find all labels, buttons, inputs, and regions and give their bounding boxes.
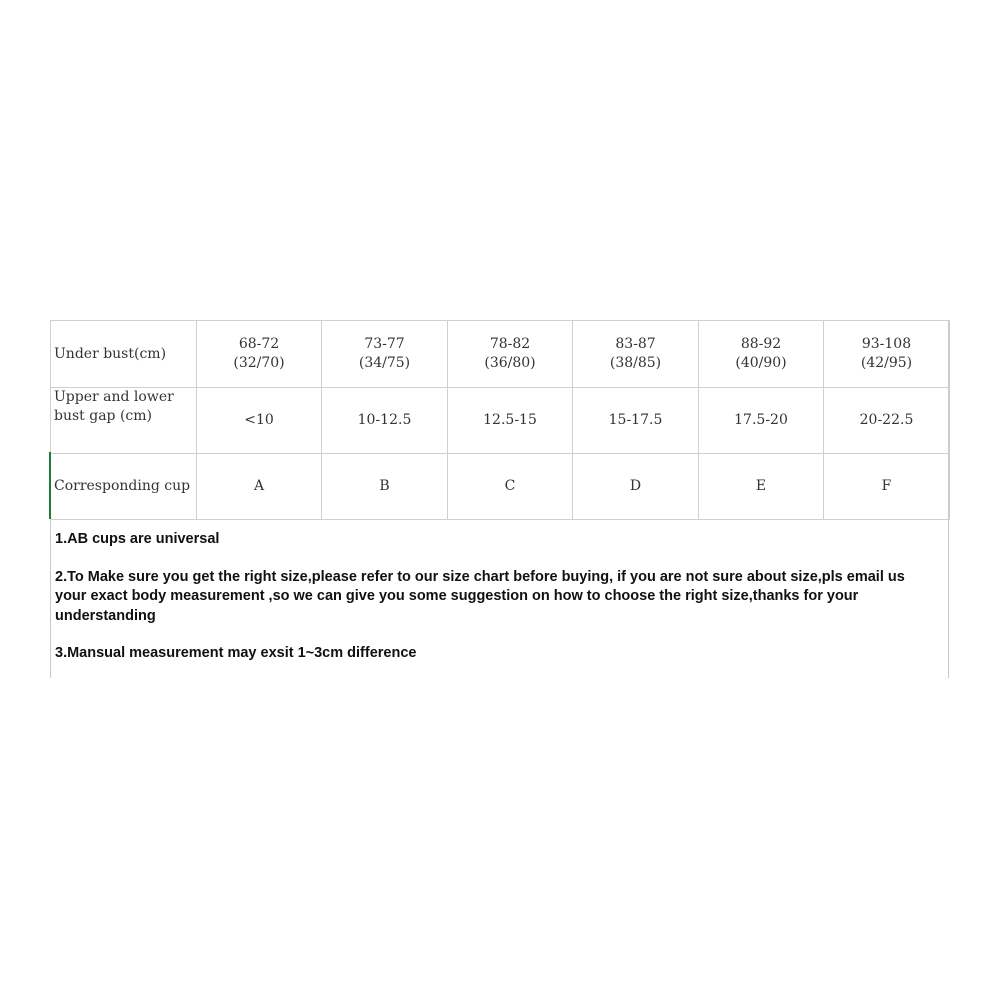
table-cell: 93-108 (42/95) [824, 321, 950, 388]
table-cell: D [573, 454, 699, 520]
table-cell: 15-17.5 [573, 388, 699, 454]
table-cell: 83-87 (38/85) [573, 321, 699, 388]
row-label-bust-gap: Upper and lower bust gap (cm) [51, 388, 197, 454]
table-cell: B [322, 454, 448, 520]
table-cell: F [824, 454, 950, 520]
table-cell: 88-92 (40/90) [699, 321, 824, 388]
row-label-under-bust: Under bust(cm) [51, 321, 197, 388]
table-cell: A [197, 454, 322, 520]
table-row-cup [51, 454, 950, 520]
table-cell: 10-12.5 [322, 388, 448, 454]
table-cell: <10 [197, 388, 322, 454]
table-cell: 68-72 (32/70) [197, 321, 322, 388]
table-cell: 17.5-20 [699, 388, 824, 454]
table-cell: 12.5-15 [448, 388, 573, 454]
size-notes [55, 530, 940, 682]
table-cell: 20-22.5 [824, 388, 950, 454]
note-item: 2.To Make sure you get the right size,please refer to our size chart before buying, if you are not sure about size,pls email us your exact body measurement ,so we can give you some suggestion on how to choose the right size,thanks for your understanding [55, 568, 905, 624]
row-selection-marker [49, 452, 51, 519]
table-row-bust-gap [51, 388, 950, 454]
table-row-under-bust [51, 321, 950, 388]
note-item: 1.AB cups are universal [55, 531, 220, 547]
table-cell: E [699, 454, 824, 520]
size-chart-table [50, 320, 950, 520]
table-cell: 73-77 (34/75) [322, 321, 448, 388]
table-cell: 78-82 (36/80) [448, 321, 573, 388]
row-label-cup: Corresponding cup [51, 454, 197, 520]
table-cell: C [448, 454, 573, 520]
note-item: 3.Mansual measurement may exsit 1~3cm difference [55, 645, 417, 661]
